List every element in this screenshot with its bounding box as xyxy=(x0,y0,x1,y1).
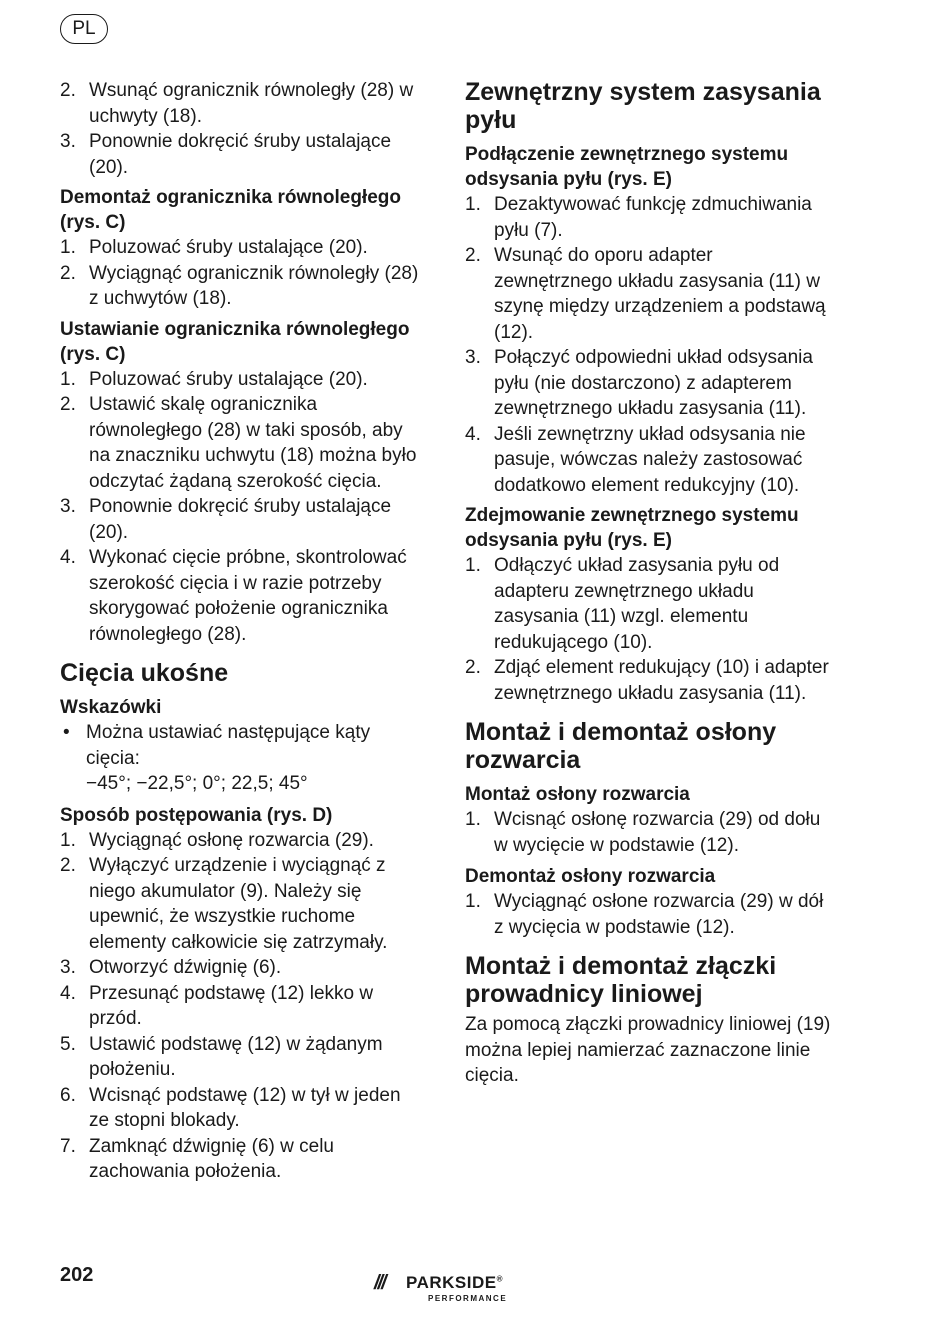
heading-ustawianie-ogranicznika: Ustawianie ogranicznika równoległego (rys. C) xyxy=(60,318,410,365)
heading-demontaz-oslony: Demontaż osłony rozwarcia xyxy=(465,866,716,887)
left-column xyxy=(60,78,422,1185)
list-item: 3. Ponownie dokręcić śruby ustalające (20). xyxy=(60,496,392,543)
list-item: 4. Wykonać cięcie próbne, skontrolować szerokość cięcia i w razie potrzeby skorygować położenie ogranicznika równoległego (28). xyxy=(60,547,407,645)
list-c xyxy=(60,367,422,648)
list-e xyxy=(465,192,835,498)
list-item: 6. Wcisnąć podstawę (12) w tył w jeden ze stopni blokady. xyxy=(60,1084,401,1131)
list-f xyxy=(465,553,835,706)
list-item: 2. Zdjąć element redukujący (10) i adapter zewnętrznego układu zasysania (11). xyxy=(465,657,829,704)
list-g xyxy=(465,807,835,858)
heading-oslona-rozwarcia: Montaż i demontaż osłony rozwarcia xyxy=(465,718,777,774)
angle-values: −45°; −22,5°; 0°; 22,5; 45° xyxy=(86,773,308,794)
right-column xyxy=(465,78,835,1089)
list-item: 3. Połączyć odpowiedni układ odsysania pyłu (nie dostarczono) z adapterem zewnętrznego układu zasysania (11). xyxy=(465,347,813,419)
heading-podlaczenie: Podłączenie zewnętrznego systemu odsysania pyłu (rys. E) xyxy=(465,144,789,190)
list-a xyxy=(60,78,422,180)
list-item: 1. Wyciągnąć osłone rozwarcia (29) w dół z wycięcia w podstawie (12). xyxy=(465,891,824,938)
list-item: 2. Wyciągnąć ogranicznik równoległy (28) z uchwytów (18). xyxy=(60,262,419,309)
list-item: 4. Przesunąć podstawę (12) lekko w przód. xyxy=(60,982,374,1029)
list-item: 1. Dezaktywować funkcję zdmuchiwania pyłu (7). xyxy=(465,194,812,241)
list-item: 3. Otworzyć dźwignię (6). xyxy=(60,957,282,978)
language-badge: PL xyxy=(60,14,108,44)
heading-zlaczki: Montaż i demontaż złączki prowadnicy liniowej xyxy=(465,952,777,1008)
parkside-logo xyxy=(374,1272,524,1306)
bullet-item: • Można ustawiać następujące kąty cięcia: −45°; −22,5°; 0°; 22,5; 45° xyxy=(63,722,371,794)
heading-demontaz-ogranicznika: Demontaż ogranicznika równoległego (rys. C) xyxy=(60,187,401,233)
bullet-icon: • xyxy=(63,722,70,743)
list-item: 2. Wsunąć do oporu adapter zewnętrznego układu zasysania (11) w szynę między urządzeniem a podstawą (12). xyxy=(465,245,826,343)
logo-slashes-icon: /// xyxy=(374,1272,385,1294)
list-item: 1. Wcisnąć osłonę rozwarcia (29) od dołu w wycięcie w podstawie (12). xyxy=(465,809,821,856)
list-item: 7. Zamknąć dźwignię (6) w celu zachowania położenia. xyxy=(60,1135,334,1182)
list-item: 4. Jeśli zewnętrzny układ odsysania nie pasuje, wówczas należy zastosować dodatkowo element redukcyjny (10). xyxy=(465,423,806,496)
page-number: 202 xyxy=(60,1264,94,1286)
heading-montaz-oslony: Montaż osłony rozwarcia xyxy=(465,784,690,805)
list-h xyxy=(465,889,835,940)
list-item: 2. Ustawić skalę ogranicznika równoległego (28) w taki sposób, aby na znaczniku uchwytu (18) można było odczytać żądaną szerokość cięcia. xyxy=(60,394,417,492)
list-item: 5. Ustawić podstawę (12) w żądanym położeniu. xyxy=(60,1033,383,1080)
list-item: 1. Wyciągnąć osłonę rozwarcia (29). xyxy=(60,829,374,851)
paragraph-zlaczki: Za pomocą złączki prowadnicy liniowej (19) można lepiej namierzać zaznaczone linie cięcia. xyxy=(465,1014,831,1086)
heading-zdejmowanie: Zdejmowanie zewnętrznego systemu odsysania pyłu (rys. E) xyxy=(465,505,799,551)
list-item: 2. Wsunąć ogranicznik równoległy (28) w uchwyty (18). xyxy=(60,80,414,127)
list-item: 1. Odłączyć układ zasysania pyłu od adapteru zewnętrznego układu zasysania (11) wzgl. elementu redukującego (10). xyxy=(465,555,780,653)
bullet-list xyxy=(60,720,422,797)
list-item: 1. Poluzować śruby ustalające (20). xyxy=(60,368,368,390)
list-b xyxy=(60,235,422,312)
heading-sposob-postepowania: Sposób postępowania (rys. D) xyxy=(60,804,333,826)
list-item: 1. Poluzować śruby ustalające (20). xyxy=(60,237,368,258)
heading-wskazowki: Wskazówki xyxy=(60,697,162,718)
list-d xyxy=(60,828,422,1185)
heading-zewnetrzny-system: Zewnętrzny system zasysania pyłu xyxy=(465,78,821,134)
list-item: 2. Wyłączyć urządzenie i wyciągnąć z niego akumulator (9). Należy się upewnić, że wszystkie ruchome elementy całkowicie się zatrzymały. xyxy=(60,855,388,953)
list-item: 3. Ponownie dokręcić śruby ustalające (20). xyxy=(60,131,392,178)
logo-sub-brand: PERFORMANCE xyxy=(428,1294,508,1303)
logo-brand: PARKSIDE® xyxy=(406,1273,503,1292)
heading-ciecia-ukosne: Cięcia ukośne xyxy=(60,659,229,687)
